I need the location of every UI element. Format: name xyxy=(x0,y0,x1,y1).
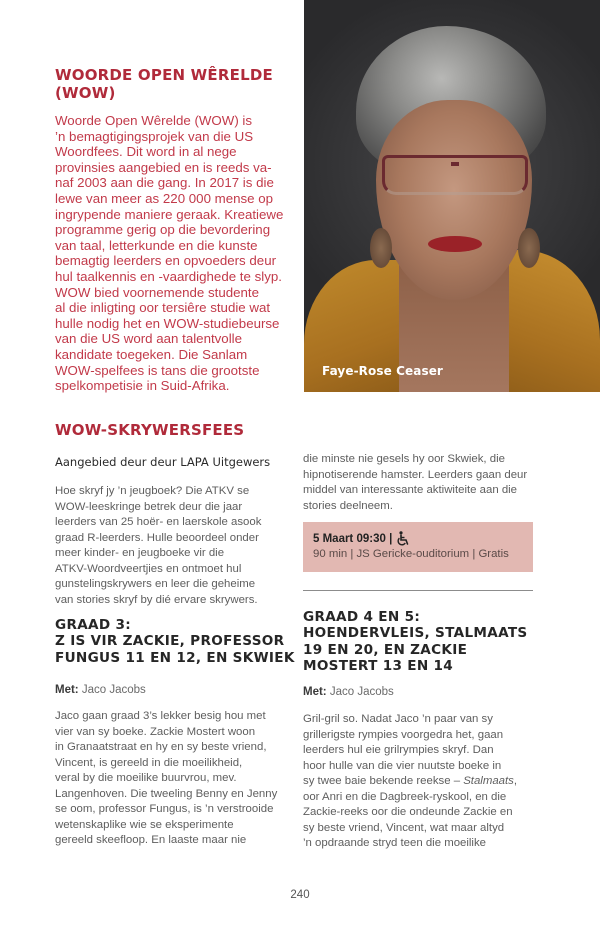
graad3-heading xyxy=(55,617,295,666)
text-line: hulle nodig het en WOW-studiebeurse xyxy=(55,315,280,331)
text-line: ATKV-Woordveertjies en ontmoet hul xyxy=(55,562,242,575)
text-line: veral by die moeilike buurvrou, mev. xyxy=(55,772,237,784)
text-line: al die inligting oor tersiêre studie wat xyxy=(55,300,271,316)
text-line: bemagtig leerders en opvoeders deur xyxy=(55,253,277,269)
text-line: se oom, professor Fungus, is ’n verstrooide xyxy=(55,803,274,815)
presenter-label: Met: xyxy=(303,686,327,698)
portrait-photo xyxy=(304,0,600,392)
text-line: vier van sy boeke. Zackie Mostert woon xyxy=(55,725,256,738)
text-line: Hoe skryf jy ’n jeugboek? Die ATKV se xyxy=(55,485,250,497)
text-line: oor Anri en die Dagbreek-ryskool, en die xyxy=(303,790,507,803)
section-divider xyxy=(303,590,533,591)
text-line: stories deelneem. xyxy=(303,499,393,512)
text-line: wetenskaplike wie se eksperimente xyxy=(55,818,234,831)
text-line: Gril-gril so. Nadat Jaco ’n paar van sy xyxy=(303,713,493,725)
session-datetime xyxy=(313,530,523,547)
text-line: hul taalkennis en -vaardighede te slyp. xyxy=(55,268,282,284)
photo-earring-right xyxy=(518,228,540,268)
text-line: sy beste vriend, Vincent, wat maar altyd xyxy=(303,821,505,834)
text-line: van stories skryf by dié ervare skrywers. xyxy=(55,593,258,606)
text-line: WOW-leeskringe betrek deur die jaar xyxy=(55,500,243,513)
text-line: programme gerig op die bevordering xyxy=(55,222,271,238)
text-line: graad R-leerders. Hulle beoordeel onder xyxy=(55,531,259,544)
text-line: kandidate toegeken. Die Sanlam xyxy=(55,346,248,362)
section-heading-skrywersfees: WOW-SKRYWERSFEES xyxy=(55,421,245,439)
text-line: provinsies aangebied en is reeds va- xyxy=(55,159,272,175)
text-line: meer kinder- en jeugboeke vir die xyxy=(55,547,225,559)
text-line: leerders hul eie grilrympies skryf. Dan xyxy=(303,744,494,756)
session-when: 5 Maart 09:30 | xyxy=(313,532,393,545)
presenter-name: Jaco Jacobs xyxy=(81,684,146,696)
text-line: van taal, letterkunde en die kunste xyxy=(55,237,258,253)
text-line: die minste nie gesels hy oor Skwiek, die xyxy=(303,453,505,465)
text-line: sy twee baie bekende reekse – Stalmaats, xyxy=(303,775,518,787)
graad45-heading-line: 19 EN 20, EN ZACKIE xyxy=(303,641,468,658)
sponsor-line: Aangebied deur deur LAPA Uitgewers xyxy=(55,455,271,469)
text-line: hipnotiserende hamster. Leerders gaan deur xyxy=(303,468,528,481)
text-line: lewe van meer as 220 000 mense op xyxy=(55,190,274,206)
graad45-heading-line: MOSTERT 13 EN 14 xyxy=(303,658,454,675)
graad3-body xyxy=(55,709,295,849)
text-line: in Granaatstraat en hy en sy beste vriend, xyxy=(55,741,267,753)
text-line: grillerigste rympies voorgedra het, gaan xyxy=(303,728,504,741)
text-line: naf 2003 aan die gang. In 2017 is die xyxy=(55,175,274,191)
photo-glasses xyxy=(382,155,528,195)
intro-heading-line: (WOW) xyxy=(55,84,116,102)
presenter-label: Met: xyxy=(55,684,79,696)
text-line: Woorde Open Wêrelde (WOW) is xyxy=(55,113,253,128)
intro-heading xyxy=(55,66,295,102)
text-line: WOW-spelfees is tans die grootste xyxy=(55,362,260,378)
graad3-body-continued xyxy=(303,452,538,514)
session-details: 90 min | JS Gericke-ouditorium | Gratis xyxy=(313,548,509,560)
presenter-name: Jaco Jacobs xyxy=(329,686,394,698)
wheelchair-icon xyxy=(396,531,410,546)
photo-lips xyxy=(428,236,482,252)
graad3-heading-line: Z IS VIR ZACKIE, PROFESSOR xyxy=(55,633,285,650)
session-info-box xyxy=(303,522,533,572)
graad45-presenter xyxy=(303,686,394,698)
graad3-heading-line: FUNGUS 11 EN 12, EN SKWIEK xyxy=(55,649,295,666)
photo-earring-left xyxy=(370,228,392,268)
text-line: ’n bemagtigingsprojek van die US xyxy=(55,128,254,144)
intro-body xyxy=(55,113,300,394)
text-line: van die US word aan talentvolle xyxy=(55,331,243,347)
text-line: Langenhoven. Die tweeling Benny en Jenny xyxy=(55,787,278,800)
text-line: ingrypende maniere geraak. Kreatiewe xyxy=(55,206,284,222)
graad45-heading-line: HOENDERVLEIS, STALMAATS xyxy=(303,625,528,642)
text-line: hoor hulle van die vier nuutste boeke in xyxy=(303,759,502,772)
graad3-presenter xyxy=(55,684,146,696)
text-line: gunstelingskrywers en leer die geheime xyxy=(55,578,256,590)
text-line: Jaco gaan graad 3’s lekker besig hou met xyxy=(55,710,266,722)
text-line: spelkompetisie in Suid-Afrika. xyxy=(55,378,230,394)
text-line: gereeld skeefloop. En laaste maar nie xyxy=(55,834,247,846)
page-number: 240 xyxy=(290,889,310,901)
text-line: Zackie-reeks oor die ondeunde Zackie en xyxy=(303,806,513,818)
graad45-heading-line: GRAAD 4 EN 5: xyxy=(303,609,421,625)
intro-heading-line: WOORDE OPEN WÊRELDE xyxy=(55,66,273,84)
text-line: ’n opdraande stryd teen die moeilike xyxy=(303,837,486,849)
text-line: middel van interessante aktiwiteite aan die xyxy=(303,484,518,496)
photo-caption: Faye-Rose Ceaser xyxy=(322,364,443,378)
text-line: leerders van 25 hoër- en laerskole asook xyxy=(55,516,262,528)
graad45-heading xyxy=(303,609,543,675)
text-line: Woordfees. Dit word in al nege xyxy=(55,144,237,160)
graad45-body xyxy=(303,712,543,852)
text-line: WOW bied voornemende studente xyxy=(55,284,259,300)
skrywersfees-body xyxy=(55,484,295,608)
text-line: Vincent, is gereeld in die moeilikheid, xyxy=(55,756,243,769)
graad3-heading-line: GRAAD 3: xyxy=(55,617,131,633)
